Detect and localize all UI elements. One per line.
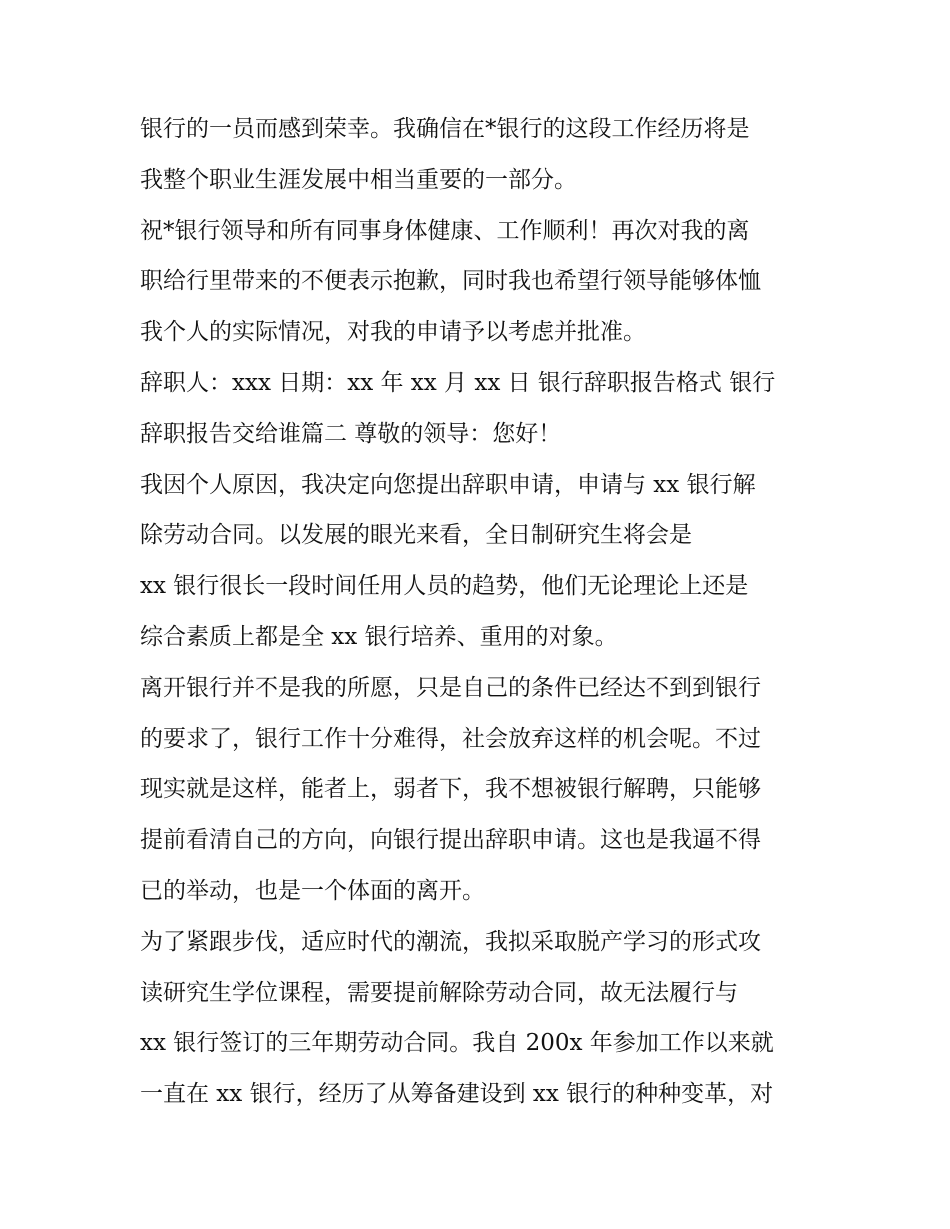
text-line: 提前看清自己的方向，向银行提出辞职申请。这也是我逼不得 [140,827,761,854]
text-line: 综合素质上都是全 xx 银行培养、重用的对象。 [140,623,618,650]
text-line: xx 银行签订的三年期劳动合同。我自 200x 年参加工作以来就 [140,1030,774,1057]
text-line: 除劳动合同。以发展的眼光来看，全日制研究生将会是 [140,522,692,549]
text-line: 辞职人：xxx 日期：xx 年 xx 月 xx 日 银行辞职报告格式 银行 [140,369,776,396]
text-line: 为了紧跟步伐，适应时代的潮流，我拟采取脱产学习的形式攻 [140,928,761,955]
text-line: 读研究生学位课程，需要提前解除劳动合同，故无法履行与 [140,979,738,1006]
document-body [140,104,830,1120]
text-line: 的要求了，银行工作十分难得，社会放弃这样的机会呢。不过 [140,725,761,752]
text-line: 辞职报告交给谁篇二 尊敬的领导：您好！ [140,420,562,447]
text-line: 银行的一员而感到荣幸。我确信在*银行的这段工作经历将是 [140,116,750,142]
text-line: xx 银行很长一段时间任用人员的趋势，他们无论理论上还是 [140,573,749,600]
text-line: 我整个职业生涯发展中相当重要的一部分。 [140,166,577,193]
text-line: 我因个人原因，我决定向您提出辞职申请，申请与 xx 银行解 [140,471,756,498]
text-line: 我个人的实际情况，对我的申请予以考虑并批准。 [140,319,646,346]
text-line: 已的举动，也是一个体面的离开。 [140,877,485,904]
text-line: 离开银行并不是我的所愿，只是自己的条件已经达不到到银行 [140,674,761,701]
text-line: 祝*银行领导和所有同事身体健康、工作顺利！再次对我的离 [140,217,750,244]
text-line: 现实就是这样，能者上，弱者下，我不想被银行解聘，只能够 [140,776,761,803]
text-line: 职给行里带来的不便表示抱歉，同时我也希望行领导能够体恤 [140,268,761,295]
text-line: 一直在 xx 银行，经历了从筹备建设到 xx 银行的种种变革，对 [140,1081,774,1108]
